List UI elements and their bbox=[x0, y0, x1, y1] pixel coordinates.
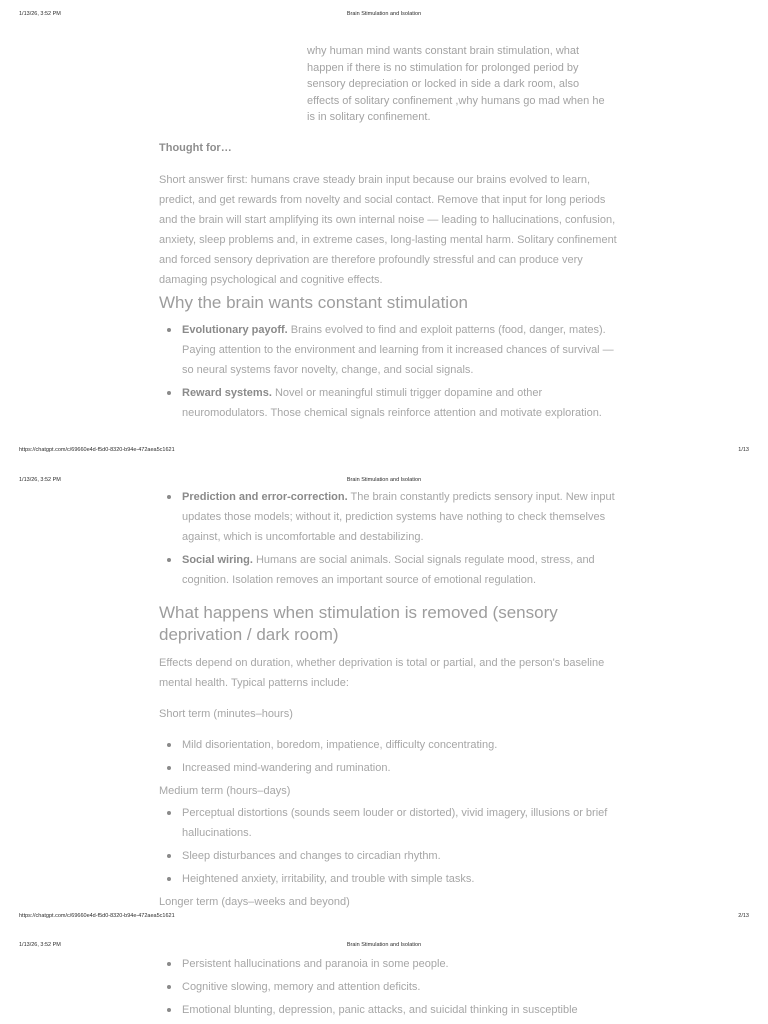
list-item: Increased mind-wandering and rumination. bbox=[159, 758, 619, 778]
list-item: Perceptual distortions (sounds seem louder or distorted), vivid imagery, illusions or brief hallucinations. bbox=[159, 803, 619, 843]
why-list-continued bbox=[159, 487, 619, 590]
print-page-number: 2/13 bbox=[738, 913, 749, 919]
print-datetime: 1/13/26, 3:52 PM bbox=[19, 11, 61, 17]
print-title: Brain Stimulation and Isolation bbox=[346, 11, 422, 17]
intro-paragraph: Short answer first: humans crave steady brain input because our brains evolved to learn, predict, and get rewards from novelty and social contact. Remove that input for long periods and the brain will start amplifying its own internal noise — leading to hallucinations, confusion, anxiety, sleep problems and, in extreme cases, long-lasting mental harm. Solitary confinement and forced sensory deprivation are therefore profoundly stressful and can produce very damaging psychological and cognitive effects. bbox=[159, 174, 617, 286]
list-item: Persistent hallucinations and paranoia in some people. bbox=[159, 954, 619, 974]
short-term-label: Short term (minutes–hours) bbox=[159, 708, 293, 720]
print-title: Brain Stimulation and Isolation bbox=[346, 942, 422, 948]
list-item: Mild disorientation, boredom, impatience, difficulty concentrating. bbox=[159, 735, 619, 755]
section-heading-why: Why the brain wants constant stimulation bbox=[159, 293, 468, 312]
list-item: Cognitive slowing, memory and attention deficits. bbox=[159, 977, 619, 997]
list-item: Prediction and error-correction. The brain constantly predicts sensory input. New input updates those models; without it, prediction systems have nothing to check themselves against, which is uncomfortable and destabilizing. bbox=[159, 487, 619, 547]
medium-term-list bbox=[159, 803, 619, 889]
list-item: Sleep disturbances and changes to circadian rhythm. bbox=[159, 846, 619, 866]
long-term-list bbox=[159, 954, 619, 1020]
section-heading-removed: What happens when stimulation is removed (sensory deprivation / dark room) bbox=[159, 603, 558, 644]
list-item: Reward systems. Novel or meaningful stimuli trigger dopamine and other neuromodulators. Those chemical signals reinforce attention and motivate exploration. bbox=[159, 383, 619, 423]
long-term-label: Longer term (days–weeks and beyond) bbox=[159, 896, 350, 908]
print-title: Brain Stimulation and Isolation bbox=[346, 477, 422, 483]
print-url: https://chatgpt.com/c/69660e4d-f5d0-8320-b94e-472aea5c1621 bbox=[19, 913, 175, 919]
print-url: https://chatgpt.com/c/69660e4d-f5d0-8320-b94e-472aea5c1621 bbox=[19, 447, 175, 453]
list-item: Heightened anxiety, irritability, and trouble with simple tasks. bbox=[159, 869, 619, 889]
section2-intro: Effects depend on duration, whether deprivation is total or partial, and the person's baseline mental health. Typical patterns include: bbox=[159, 657, 605, 689]
why-list bbox=[159, 320, 619, 423]
short-term-list bbox=[159, 735, 619, 778]
list-item: Emotional blunting, depression, panic attacks, and suicidal thinking in susceptible bbox=[159, 1000, 619, 1020]
print-page-number: 1/13 bbox=[738, 447, 749, 453]
list-item: Evolutionary payoff. Brains evolved to find and exploit patterns (food, danger, mates). Paying attention to the environment and learning from it increased chances of survival — so neural systems favor novelty, change, and social signals. bbox=[159, 320, 619, 380]
medium-term-label: Medium term (hours–days) bbox=[159, 785, 291, 797]
print-datetime: 1/13/26, 3:52 PM bbox=[19, 477, 61, 483]
thought-label[interactable]: Thought for… bbox=[159, 142, 232, 154]
list-item: Social wiring. Humans are social animals. Social signals regulate mood, stress, and cognition. Isolation removes an important source of emotional regulation. bbox=[159, 550, 619, 590]
user-message: why human mind wants constant brain stimulation, what happen if there is no stimulation for prolonged period by sensory depreciation or locked in side a dark room, also effects of solitary confinement ,why humans go mad when he is in solitary confinement. bbox=[307, 45, 605, 123]
print-datetime: 1/13/26, 3:52 PM bbox=[19, 942, 61, 948]
